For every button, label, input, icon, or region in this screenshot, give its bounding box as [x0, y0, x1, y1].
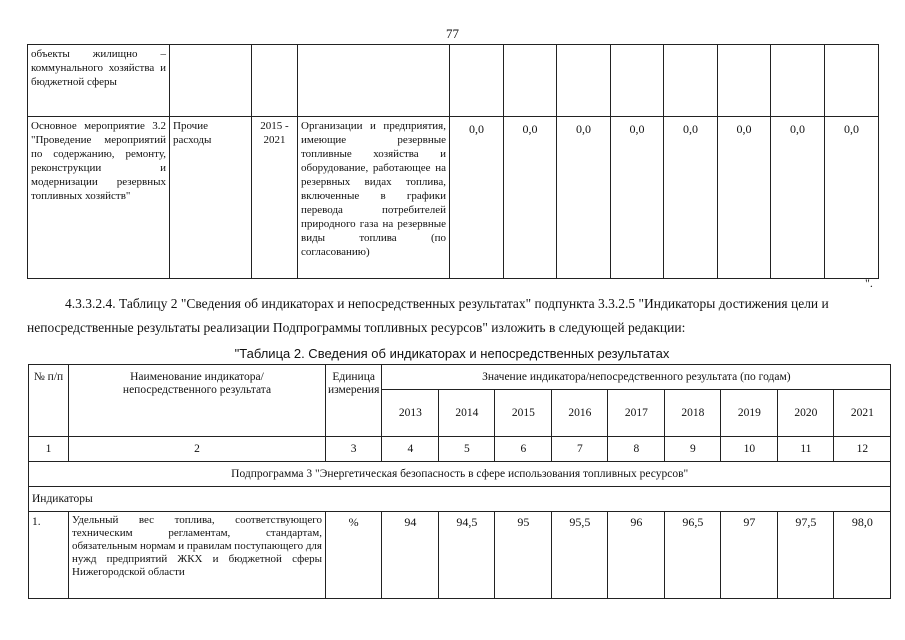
activity-name-cell: Основное мероприятие 3.2 "Проведение мероприятий по содержанию, ремонту, реконструкции и модернизации резервных топливных хозяйств" — [28, 117, 170, 279]
row-number: 1. — [29, 512, 69, 599]
value-cell: 96 — [608, 512, 665, 599]
year-header: 2018 — [665, 390, 721, 437]
subprogram-row — [29, 462, 891, 487]
year-header: 2013 — [382, 390, 439, 437]
activity-name-cell: объекты жилищно – коммунального хозяйства и бюджетной сферы — [28, 45, 170, 117]
section-row — [29, 487, 891, 512]
value-cell: 97,5 — [778, 512, 834, 599]
subprogram-title: Подпрограмма 3 "Энергетическая безопасность в сфере использования топливных ресурсов" — [29, 462, 891, 487]
table-row — [28, 117, 879, 279]
column-number: 5 — [439, 437, 495, 462]
value-cell: 98,0 — [834, 512, 891, 599]
column-number: 4 — [382, 437, 439, 462]
section-title: Индикаторы — [29, 487, 891, 512]
value-cell: 0,0 — [611, 117, 664, 279]
year-header: 2019 — [721, 390, 778, 437]
amendment-paragraph: 4.3.3.2.4. Таблицу 2 "Сведения об индикаторах и непосредственных результатах" подпункта 3.3.2.5 "Индикаторы достижения цели и непосредственные результаты реализации Подпрограммы топливных ресурсов" изложить в следующей редакции: — [27, 296, 829, 335]
year-header: 2021 — [834, 390, 891, 437]
value-cell: 97 — [721, 512, 778, 599]
indicators-table — [28, 364, 891, 599]
column-number: 3 — [326, 437, 382, 462]
table-row — [29, 512, 891, 599]
executor-cell: Организации и предприятия, имеющие резервные топливные хозяйства и оборудование, работающее на резервных видах топлива, включенные в графики перевода потребителей природного газа на резервные виды топлива (по согласованию) — [298, 117, 450, 279]
col-header-name: Наименование индикатора/непосредственного результата — [69, 365, 326, 437]
value-cell: 94 — [382, 512, 439, 599]
indicator-name: Удельный вес топлива, соответствующего техническим регламентам, стандартам, обязательным нормам и правилам поступающего для нужд предприятий ЖКХ и бюджетной сферы Нижегородской области — [69, 512, 326, 599]
table2-title: "Таблица 2. Сведения об индикаторах и непосредственных результатах — [234, 346, 670, 361]
column-number: 6 — [495, 437, 552, 462]
column-number: 2 — [69, 437, 326, 462]
expense-type-cell: Прочие расходы — [170, 117, 252, 279]
value-cell: 0,0 — [664, 117, 718, 279]
column-number: 7 — [552, 437, 608, 462]
year-header: 2017 — [608, 390, 665, 437]
column-number: 10 — [721, 437, 778, 462]
year-header: 2014 — [439, 390, 495, 437]
table-row — [28, 45, 879, 117]
column-number: 1 — [29, 437, 69, 462]
col-header-values: Значение индикатора/непосредственного результата (по годам) — [382, 365, 891, 390]
col-header-unit: Единица измерения — [326, 365, 382, 437]
year-header: 2016 — [552, 390, 608, 437]
header-row — [29, 365, 891, 390]
column-number: 9 — [665, 437, 721, 462]
column-number: 8 — [608, 437, 665, 462]
activities-table — [27, 44, 879, 279]
value-cell: 0,0 — [718, 117, 771, 279]
col-header-num: № п/п — [29, 365, 69, 437]
year-header: 2015 — [495, 390, 552, 437]
value-cell: 0,0 — [450, 117, 504, 279]
value-cell: 96,5 — [665, 512, 721, 599]
value-cell: 95,5 — [552, 512, 608, 599]
column-numbers-row — [29, 437, 891, 462]
value-cell: 95 — [495, 512, 552, 599]
period-cell: 2015 - 2021 — [252, 117, 298, 279]
value-cell: 0,0 — [825, 117, 879, 279]
unit-cell: % — [326, 512, 382, 599]
value-cell: 94,5 — [439, 512, 495, 599]
value-cell: 0,0 — [504, 117, 557, 279]
page-number: 77 — [446, 26, 459, 41]
value-cell: 0,0 — [771, 117, 825, 279]
value-cell: 0,0 — [557, 117, 611, 279]
year-header: 2020 — [778, 390, 834, 437]
column-number: 11 — [778, 437, 834, 462]
column-number: 12 — [834, 437, 891, 462]
closing-quote: ". — [865, 276, 873, 290]
